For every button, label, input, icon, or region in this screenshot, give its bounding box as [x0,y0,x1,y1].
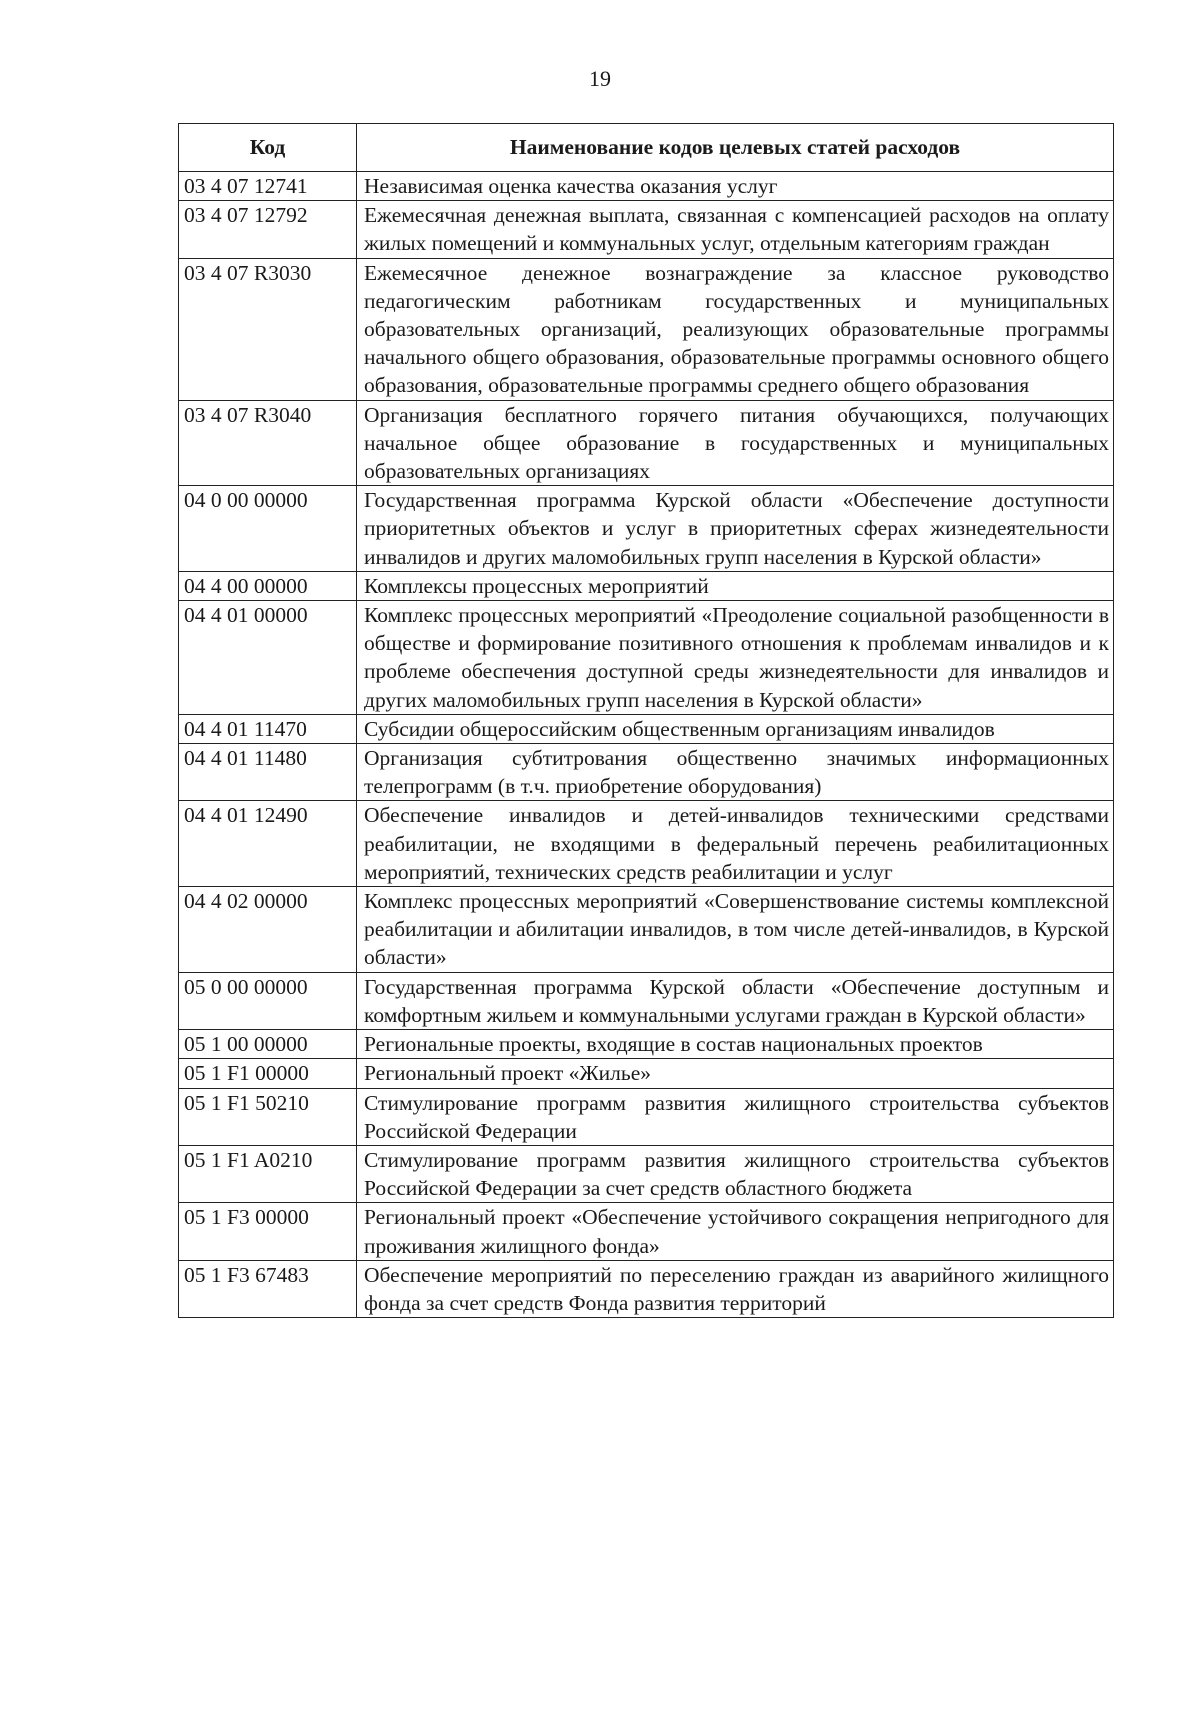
page-number: 19 [589,66,611,91]
table-row [179,887,1114,973]
row-code: 05 1 F3 67483 [179,1260,357,1317]
row-code: 03 4 07 12792 [179,201,357,258]
row-code: 05 1 F1 50210 [179,1088,357,1145]
row-code: 04 4 01 11480 [179,744,357,801]
row-name: Комплекс процессных мероприятий «Преодоление социальной разобщенности в обществе и формирование позитивного отношения к проблемам инвалидов и к проблеме обеспечения доступной среды жизнедеятельности для инвалидов и других маломобильных групп населения в Курской области» [357,601,1114,715]
table-row [179,258,1114,400]
header-name: Наименование кодов целевых статей расходов [357,124,1114,172]
table-row [179,1088,1114,1145]
table-row [179,744,1114,801]
table-row [179,1203,1114,1260]
row-code: 05 1 F3 00000 [179,1203,357,1260]
row-name: Обеспечение мероприятий по переселению граждан из аварийного жилищного фонда за счет средств Фонда развития территорий [357,1260,1114,1317]
table-row [179,486,1114,572]
row-code: 03 4 07 R3040 [179,400,357,486]
target-expense-codes-table [178,123,1114,1318]
row-name: Стимулирование программ развития жилищного строительства субъектов Российской Федерации [357,1088,1114,1145]
row-code: 05 1 00 00000 [179,1030,357,1059]
row-code: 04 4 02 00000 [179,887,357,973]
row-name: Независимая оценка качества оказания услуг [357,172,1114,201]
row-name: Государственная программа Курской области «Обеспечение доступным и комфортным жильем и коммунальными услугами граждан в Курской области» [357,972,1114,1029]
table-row [179,1260,1114,1317]
header-code: Код [179,124,357,172]
row-name: Субсидии общероссийским общественным организациям инвалидов [357,714,1114,743]
table-row [179,1059,1114,1088]
row-code: 03 4 07 12741 [179,172,357,201]
row-code: 04 4 01 12490 [179,801,357,887]
table-header-row [179,124,1114,172]
table-row [179,1030,1114,1059]
row-name: Комплексы процессных мероприятий [357,571,1114,600]
row-name: Государственная программа Курской области «Обеспечение доступности приоритетных объектов и услуг в приоритетных сферах жизнедеятельности инвалидов и других маломобильных групп населения в Курской области» [357,486,1114,572]
row-code: 05 1 F1 A0210 [179,1145,357,1202]
row-name: Организация субтитрования общественно значимых информационных телепрограмм (в т.ч. приобретение оборудования) [357,744,1114,801]
table-row [179,714,1114,743]
row-code: 04 4 01 11470 [179,714,357,743]
table-row [179,172,1114,201]
row-name: Региональный проект «Жилье» [357,1059,1114,1088]
row-code: 05 0 00 00000 [179,972,357,1029]
row-code: 03 4 07 R3030 [179,258,357,400]
row-name: Организация бесплатного горячего питания обучающихся, получающих начальное общее образование в государственных и муниципальных образовательных организациях [357,400,1114,486]
row-name: Обеспечение инвалидов и детей-инвалидов техническими средствами реабилитации, не входящими в федеральный перечень реабилитационных мероприятий, технических средств реабилитации и услуг [357,801,1114,887]
table-row [179,400,1114,486]
row-code: 04 0 00 00000 [179,486,357,572]
row-code: 04 4 00 00000 [179,571,357,600]
row-code: 05 1 F1 00000 [179,1059,357,1088]
row-name: Стимулирование программ развития жилищного строительства субъектов Российской Федерации за счет средств областного бюджета [357,1145,1114,1202]
row-name: Комплекс процессных мероприятий «Совершенствование системы комплексной реабилитации и абилитации инвалидов, в том числе детей-инвалидов, в Курской области» [357,887,1114,973]
table-row [179,571,1114,600]
table-row [179,201,1114,258]
row-name: Ежемесячная денежная выплата, связанная с компенсацией расходов на оплату жилых помещений и коммунальных услуг, отдельным категориям граждан [357,201,1114,258]
table-row [179,801,1114,887]
row-name: Региональный проект «Обеспечение устойчивого сокращения непригодного для проживания жилищного фонда» [357,1203,1114,1260]
row-name: Региональные проекты, входящие в состав национальных проектов [357,1030,1114,1059]
table-row [179,1145,1114,1202]
row-code: 04 4 01 00000 [179,601,357,715]
row-name: Ежемесячное денежное вознаграждение за классное руководство педагогическим работникам государственных и муниципальных образовательных организаций, реализующих образовательные программы начального общего образования, образовательные программы основного общего образования, образовательные программы среднего общего образования [357,258,1114,400]
table-row [179,972,1114,1029]
table-row [179,601,1114,715]
